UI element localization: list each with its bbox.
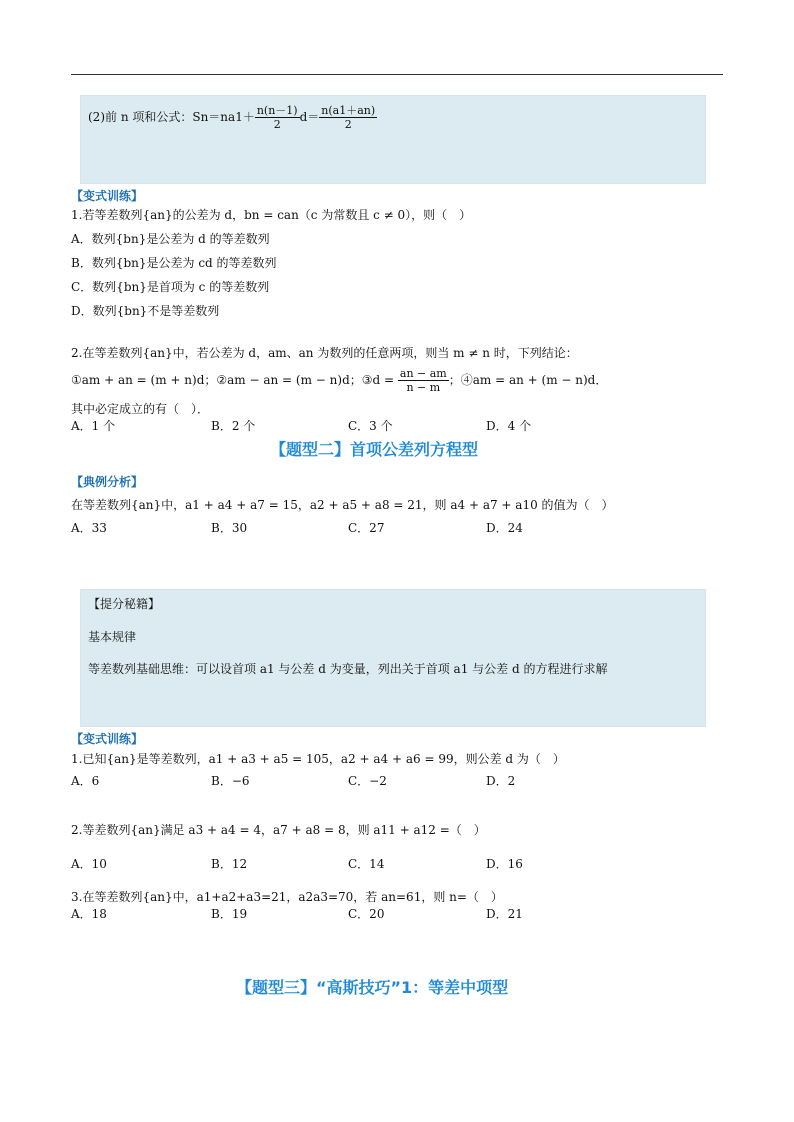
sum-formula	[88, 104, 377, 131]
s2-q1-option-c[interactable]: C．−2	[348, 774, 387, 788]
s2-q3-option-d[interactable]: D．21	[486, 907, 523, 921]
s1-q2-line3: 其中必定成立的有（ ）．	[71, 402, 210, 416]
s1-q2-option-d[interactable]: D．4 个	[486, 419, 532, 433]
s2-q1-stem: 1.已知{an}是等差数列，a1 + a3 + a5 = 105，a2 + a4 + a6 = 99，则公差 d 为（ ）	[71, 752, 565, 766]
example-option-d[interactable]: D．24	[486, 521, 523, 535]
example-stem: 在等差数列{an}中，a1 + a4 + a7 = 15，a2 + a5 + a8 = 21，则 a4 + a7 + a10 的值为（ ）	[71, 498, 614, 512]
example-option-a[interactable]: A．33	[71, 521, 107, 535]
s2-q2-option-d[interactable]: D．16	[486, 857, 523, 871]
s2-q3-option-b[interactable]: B．19	[211, 907, 248, 921]
s1-q2-stem: 2.在等差数列{an}中，若公差为 d，am、an 为数列的任意两项，则当 m ≠ n 时，下列结论：	[71, 346, 578, 360]
tips-box	[80, 589, 706, 727]
s1-q1-option-c[interactable]: C．数列{bn}是首项为 c 的等差数列	[71, 280, 270, 294]
s2-q2-option-c[interactable]: C．14	[348, 857, 385, 871]
s1-q2-option-c[interactable]: C．3 个	[348, 419, 393, 433]
tips-title: 【提分秘籍】	[88, 597, 161, 611]
header-rule	[71, 74, 723, 75]
s2-q2-stem: 2.等差数列{an}满足 a3 + a4 = 4，a7 + a8 = 8，则 a11 + a12 =（ ）	[71, 823, 486, 837]
example-option-b[interactable]: B．30	[211, 521, 248, 535]
formula-frac-2: $\frac{n(a1+an)}{2}$	[321, 104, 376, 131]
tips-subtitle: 基本规律	[88, 630, 137, 644]
s1-q2-option-b[interactable]: B．2 个	[211, 419, 256, 433]
formula-label: (2)前 n 项和公式：	[88, 110, 193, 124]
s1-q2-statements: ①am + an = (m + n)d；②am − an = (m − n)d；③d = $\frac{an - am}{n - m}$ ；④am = an + (m − n)d．	[71, 367, 608, 394]
section-tag-practice-2: 【变式训练】	[71, 732, 144, 746]
s1-q2-option-a[interactable]: A．1 个	[71, 419, 116, 433]
s1-q1-option-a[interactable]: A．数列{bn}是公差为 d 的等差数列	[71, 232, 270, 246]
s2-q2-option-a[interactable]: A．10	[71, 857, 107, 871]
formula-mid: d＝	[299, 110, 320, 124]
s2-q1-option-b[interactable]: B．−6	[211, 774, 250, 788]
s2-q2-option-b[interactable]: B．12	[211, 857, 248, 871]
s1-q1-stem: 1.若等差数列{an}的公差为 d，bn = can（c 为常数且 c ≠ 0），则（ ）	[71, 208, 472, 222]
section-tag-practice-1: 【变式训练】	[71, 189, 144, 203]
s2-q1-option-a[interactable]: A．6	[71, 774, 100, 788]
section-tag-example: 【典例分析】	[71, 475, 144, 489]
s2-q3-stem: 3.在等差数列{an}中，a1+a2+a3=21，a2a3=70，若 an=61，则 n=（ ）	[71, 890, 503, 904]
s1-q1-option-b[interactable]: B．数列{bn}是公差为 cd 的等差数列	[71, 256, 277, 270]
s1-q2-fraction: $\frac{an - am}{n - m}$	[399, 367, 447, 394]
section-heading-type-3: 【题型三】“高斯技巧”1：等差中项型	[236, 978, 509, 997]
example-option-c[interactable]: C．27	[348, 521, 385, 535]
s1-q1-option-d[interactable]: D．数列{bn}不是等差数列	[71, 304, 220, 318]
tips-body: 等差数列基础思维：可以设首项 a1 与公差 d 为变量，列出关于首项 a1 与公差 d 的方程进行求解	[88, 662, 608, 676]
s2-q3-option-a[interactable]: A．18	[71, 907, 107, 921]
formula-sn: Sn＝na1＋	[192, 110, 255, 124]
formula-frac-1: $\frac{n(n-1)}{2}$	[256, 104, 298, 131]
section-heading-type-2: 【题型二】首项公差列方程型	[270, 440, 479, 459]
s2-q3-option-c[interactable]: C．20	[348, 907, 385, 921]
s2-q1-option-d[interactable]: D．2	[486, 774, 516, 788]
